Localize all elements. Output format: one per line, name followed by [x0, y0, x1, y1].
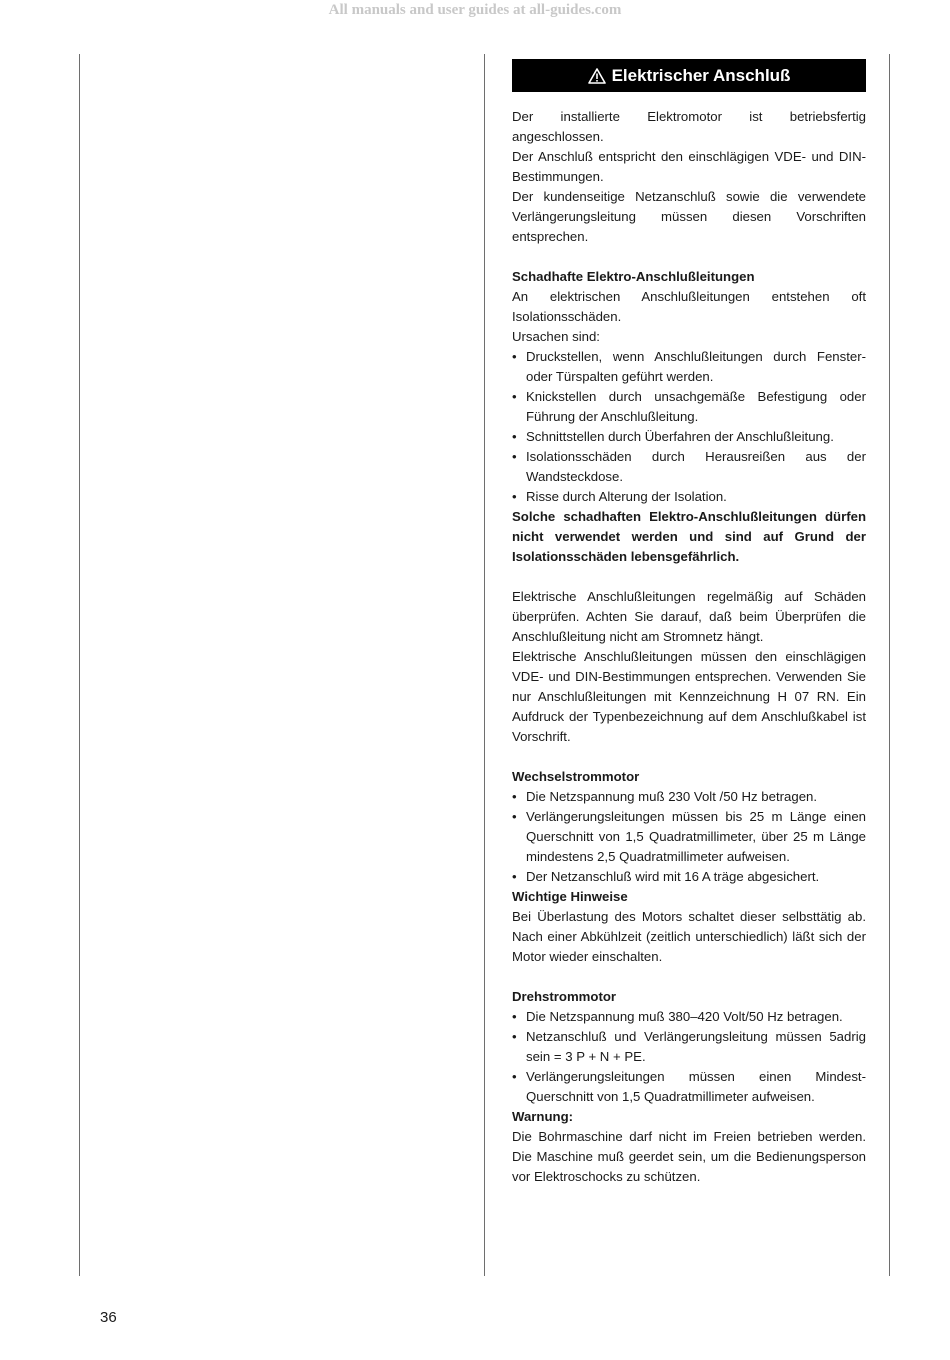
damaged-cables-warning: Solche schadhaften Elektro-Anschlußleitungen dürfen nicht verwendet werden und sind auf Grund der Isolationsschäden lebensgefährlich. — [512, 509, 866, 564]
watermark: All manuals and user guides at all-guides.com — [328, 2, 622, 18]
section-title-bar — [512, 59, 866, 92]
check-paragraph: Elektrische Anschlußleitungen regelmäßig auf Schäden überprüfen. Achten Sie darauf, daß beim Überprüfen die Anschlußleitung nicht am Stromnetz hängt. — [512, 589, 866, 644]
list-item: • Die Netzspannung muß 380–420 Volt/50 Hz betragen. — [512, 1007, 866, 1027]
section-title: Elektrischer Anschluß — [611, 65, 791, 85]
ac-motor-list — [512, 787, 866, 887]
intro-paragraph: Der installierte Elektromotor ist betriebsfertig angeschlossen. — [512, 109, 866, 144]
page-number: 36 — [100, 1309, 117, 1326]
causes-list — [512, 347, 866, 507]
list-item: • Druckstellen, wenn Anschlußleitungen durch Fenster- oder Türspalten geführt werden. — [512, 347, 866, 387]
right-column-rule — [889, 54, 890, 1276]
three-phase-motor-list — [512, 1007, 866, 1107]
damaged-cables-text: An elektrischen Anschlußleitungen entstehen oft Isolationsschäden. — [512, 289, 866, 324]
causes-label: Ursachen sind: — [512, 329, 600, 344]
warning-triangle-icon — [588, 68, 606, 84]
check-paragraph: Elektrische Anschlußleitungen müssen den einschlägigen VDE- und DIN-Bestimmungen entsprechen. Verwenden Sie nur Anschlußleitungen mit Kennzeichnung H 07 RN. Ein Aufdruck der Typenbezeichnung auf dem Anschlußkabel ist Vorschrift. — [512, 649, 866, 744]
intro-paragraph: Der Anschluß entspricht den einschlägigen VDE- und DIN-Bestimmungen. — [512, 149, 866, 184]
intro-paragraph: Der kundenseitige Netzanschluß sowie die verwendete Verlängerungsleitung müssen diesen Vorschriften entsprechen. — [512, 189, 866, 244]
warning-text: Die Bohrmaschine darf nicht im Freien betrieben werden. Die Maschine muß geerdet sein, um die Bedienungsperson vor Elektroschocks zu schützen. — [512, 1129, 866, 1184]
damaged-cables-heading: Schadhafte Elektro-Anschlußleitungen — [512, 269, 755, 284]
list-item: • Risse durch Alterung der Isolation. — [512, 487, 866, 507]
list-item: • Isolationsschäden durch Herausreißen aus der Wandsteckdose. — [512, 447, 866, 487]
list-item: • Der Netzanschluß wird mit 16 A träge abgesichert. — [512, 867, 866, 887]
content-column — [512, 59, 866, 1187]
three-phase-motor-heading: Drehstrommotor — [512, 989, 617, 1004]
list-item: • Netzanschluß und Verlängerungsleitung müssen 5adrig sein = 3 P + N + PE. — [512, 1027, 866, 1067]
important-notes-heading: Wichtige Hinweise — [512, 889, 628, 904]
warning-heading: Warnung: — [512, 1109, 574, 1124]
ac-motor-heading: Wechselstrommotor — [512, 769, 640, 784]
list-item: • Verlängerungsleitungen müssen einen Mindest-Querschnitt von 1,5 Quadratmillimeter aufweisen. — [512, 1067, 866, 1107]
important-notes-text: Bei Überlastung des Motors schaltet dieser selbsttätig ab. Nach einer Abkühlzeit (zeitlich unterschiedlich) läßt sich der Motor wieder einschalten. — [512, 909, 866, 964]
list-item: • Knickstellen durch unsachgemäße Befestigung oder Führung der Anschlußleitung. — [512, 387, 866, 427]
middle-column-rule — [484, 54, 485, 1276]
list-item: • Schnittstellen durch Überfahren der Anschlußleitung. — [512, 427, 866, 447]
left-column-rule — [79, 54, 80, 1276]
list-item: • Die Netzspannung muß 230 Volt /50 Hz betragen. — [512, 787, 866, 807]
list-item: • Verlängerungsleitungen müssen bis 25 m Länge einen Querschnitt von 1,5 Quadratmillimeter, über 25 m Länge mindestens 2,5 Quadratmillimeter aufweisen. — [512, 807, 866, 867]
